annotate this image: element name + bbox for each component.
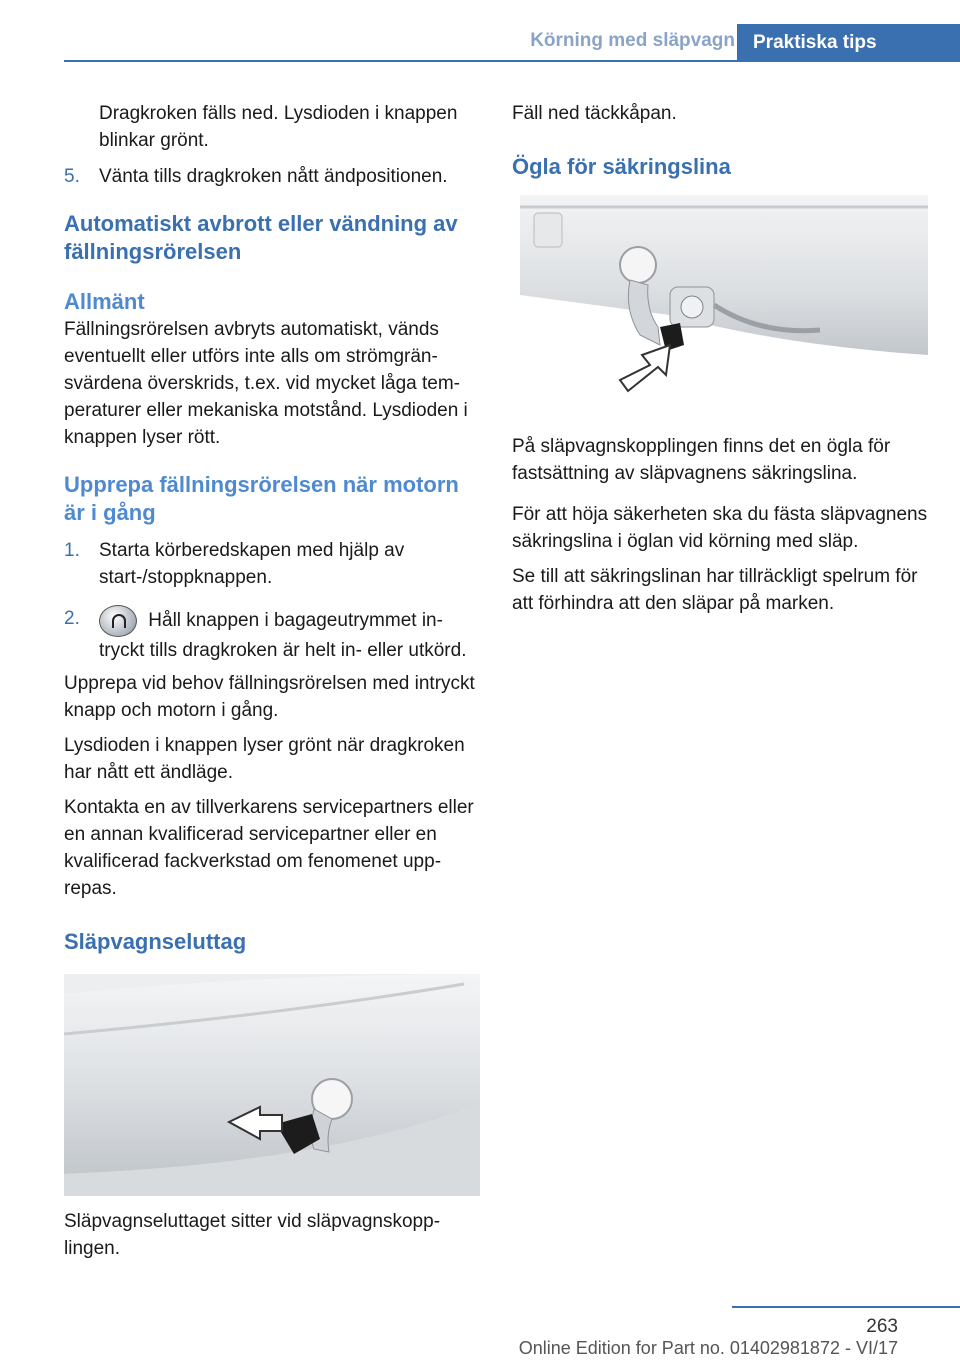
step-number: 5. — [64, 166, 80, 187]
step-number: 1. — [64, 540, 80, 561]
paragraph-eye-1: På släpvagnskopplingen finns det en ögla för fastsättning av släpvagnens säkringslina. — [512, 436, 891, 484]
heading-automatic-interruption: Automatiskt avbrott eller vändning av fällningsrörelsen — [64, 211, 458, 264]
step-2 — [64, 605, 480, 664]
running-header-chapter-tab: Praktiska tips — [737, 24, 960, 62]
paragraph-general: Fällningsrörelsen avbryts automatiskt, vänds eventuellt eller utförs inte alls om strömgränsvärdena överskrids, t.ex. vid mycket låga temperaturer eller mekaniska motstånd. Lysdioden i knappen lyser rött. — [64, 319, 468, 448]
running-header-section: Körning med släpvagn — [530, 30, 735, 51]
subheading-repeat-motion: Upprepa fällningsrörelsen när motorn är i gång — [64, 472, 459, 525]
subheading-general: Allmänt — [64, 289, 145, 314]
paragraph-eye-3: Se till att säkringslinan har tillräckligt spelrum för att förhindra att den släpar på marken. — [512, 566, 918, 614]
paragraph-fold-cover: Fäll ned täckkåpan. — [512, 103, 677, 124]
heading-trailer-socket: Släpvagnseluttag — [64, 929, 247, 954]
footer-rule — [732, 1306, 960, 1308]
paragraph-eye-2: För att höja säkerheten ska du fästa släpvagnens säkringslina i öglan vid körning med släp. — [512, 504, 928, 552]
step-text: Starta körberedskapen med hjälp av start-/stoppknappen. — [99, 540, 405, 588]
step-number: 2. — [64, 608, 80, 629]
paragraph-trailer-socket: Släpvagnseluttaget sitter vid släpvagnskopplingen. — [64, 1211, 441, 1259]
paragraph-repeat-2: Lysdioden i knappen lyser grönt när dragkroken har nått ett ändläge. — [64, 735, 465, 783]
header-rule — [64, 60, 960, 62]
step-4-continuation: Dragkroken fälls ned. Lysdioden i knappen blinkar grönt. — [99, 103, 458, 151]
heading-safety-cable-eye: Ögla för säkringslina — [512, 154, 731, 179]
trailer-socket-illustration — [64, 974, 480, 1196]
step-text: Vänta tills dragkroken nått ändpositionen. — [99, 166, 448, 187]
paragraph-repeat-3: Kontakta en av tillverkarens servicepartners eller en annan kvalificerad servicepartner eller en kvalificerad fackverkstad om fenomenet upprepas. — [64, 797, 474, 899]
step-5 — [64, 163, 480, 190]
step-1 — [64, 537, 480, 591]
tailgate-hitch-button-icon — [99, 605, 137, 637]
right-column — [512, 100, 928, 617]
safety-cable-eye-illustration — [520, 195, 928, 403]
left-column — [64, 100, 480, 1262]
page-number: 263 — [866, 1316, 898, 1337]
paragraph-repeat-1: Upprepa vid behov fällningsrörelsen med intryckt knapp och motorn i gång. — [64, 673, 475, 721]
edition-footer: Online Edition for Part no. 01402981872 - VI/17 — [518, 1338, 898, 1358]
step-text: Håll knappen i bagageutrymmet intryckt tills dragkroken är helt in- eller utkörd. — [99, 610, 467, 661]
